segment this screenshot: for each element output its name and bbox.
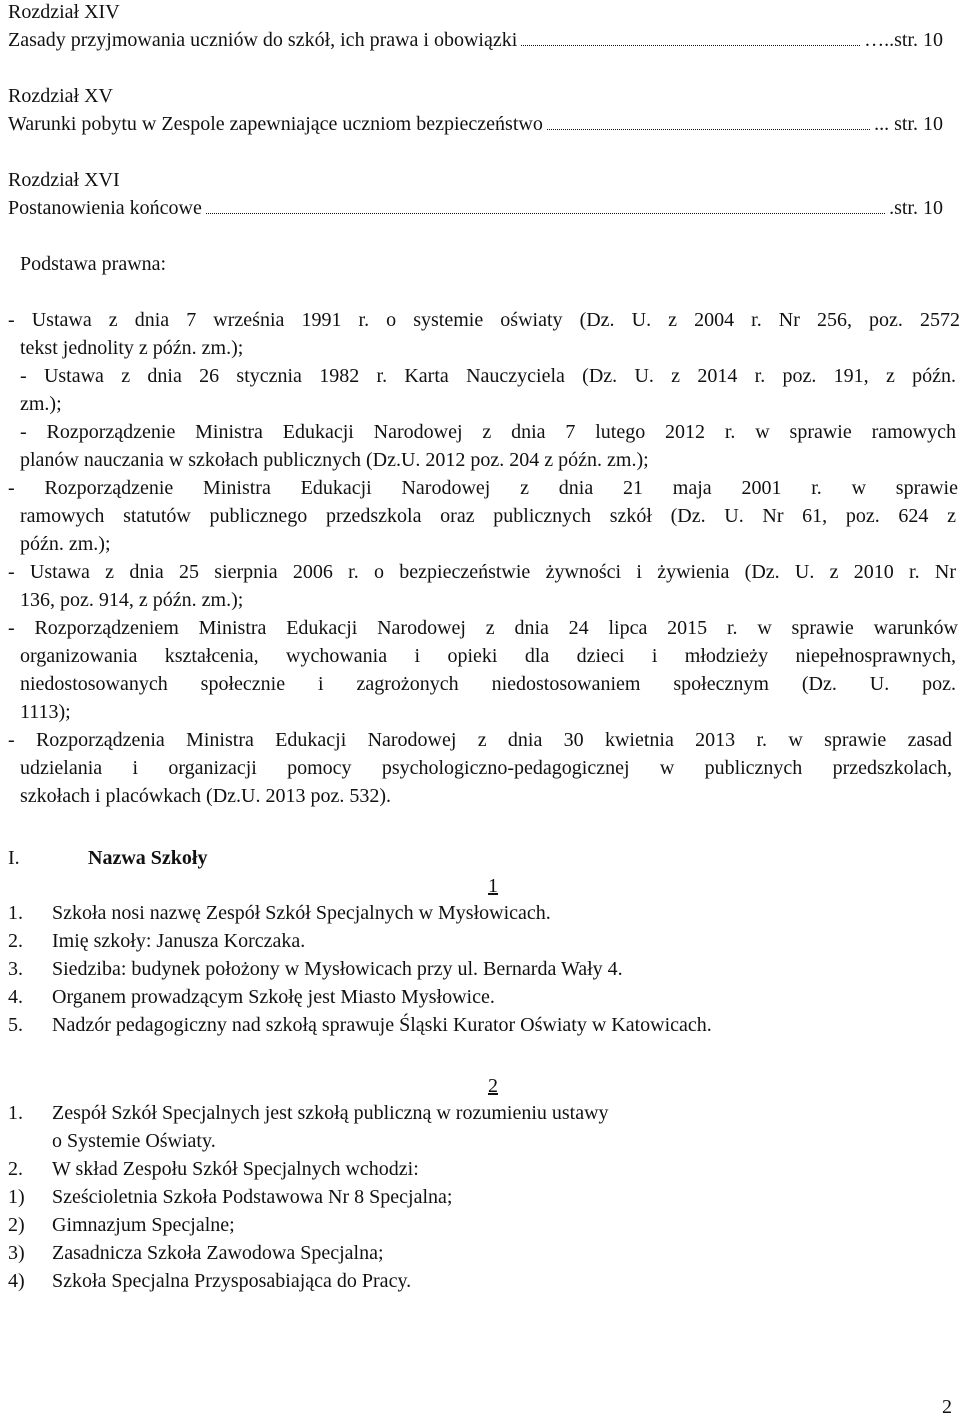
item-text: Zespół Szkół Specjalnych jest szkołą publiczną w rozumieniu ustawy	[52, 1102, 609, 1124]
legal-line: późn. zm.);	[20, 533, 111, 555]
item-number: 3)	[8, 1242, 25, 1264]
toc-entry-14[interactable]	[8, 28, 943, 52]
item-text: Siedziba: budynek położony w Mysłowicach przy ul. Bernarda Wały 4.	[52, 958, 623, 980]
legal-line: - Ustawa z dnia 25 sierpnia 2006 r. o bezpieczeństwie żywności i żywienia (Dz. U. z 2010 r. Nr	[8, 561, 956, 583]
legal-line: ramowych statutów publicznego przedszkola oraz publicznych szkół (Dz. U. Nr 61, poz. 624 z	[20, 505, 956, 527]
item-number: 4.	[8, 986, 23, 1008]
toc-chapter-15: Rozdział XV	[8, 85, 113, 107]
legal-line: - Rozporządzenie Ministra Edukacji Narodowej z dnia 7 lutego 2012 r. w sprawie ramowych	[20, 421, 956, 443]
toc-chapter-16: Rozdział XVI	[8, 169, 120, 191]
page-number: 2	[942, 1396, 952, 1418]
legal-line: 136, poz. 914, z późn. zm.);	[20, 589, 244, 611]
item-text: W skład Zespołu Szkół Specjalnych wchodzi:	[52, 1158, 419, 1180]
toc-title: Postanowienia końcowe	[8, 197, 202, 219]
dot-leader	[206, 197, 885, 214]
dot-leader	[521, 29, 860, 46]
item-number: 2)	[8, 1214, 25, 1236]
legal-line: planów nauczania w szkołach publicznych (Dz.U. 2012 poz. 204 z późn. zm.);	[20, 449, 649, 471]
paragraph-symbol	[488, 1074, 498, 1098]
paragraph-number: 1	[488, 875, 498, 897]
item-number: 1.	[8, 902, 23, 924]
toc-page: .str. 10	[889, 197, 943, 219]
legal-line: udzielania i organizacji pomocy psychologiczno-pedagogicznej w publicznych przedszkolach,	[20, 757, 952, 779]
section-title: Nazwa Szkoły	[88, 847, 208, 869]
legal-line: szkołach i placówkach (Dz.U. 2013 poz. 532).	[20, 785, 391, 807]
toc-chapter-14: Rozdział XIV	[8, 1, 120, 23]
legal-line: - Rozporządzenia Ministra Edukacji Narodowej z dnia 30 kwietnia 2013 r. w sprawie zasad	[8, 729, 952, 751]
toc-title: Warunki pobytu w Zespole zapewniające uczniom bezpieczeństwo	[8, 113, 543, 135]
dot-leader	[547, 113, 870, 130]
item-number: 5.	[8, 1014, 23, 1036]
legal-line: - Rozporządzeniem Ministra Edukacji Narodowej z dnia 24 lipca 2015 r. w sprawie warunków	[8, 617, 958, 639]
toc-page: ... str. 10	[874, 113, 943, 135]
legal-line: organizowania kształcenia, wychowania i opieki dla dzieci i młodzieży niepełnosprawnych,	[20, 645, 956, 667]
toc-entry-16[interactable]	[8, 196, 943, 220]
item-text: Nadzór pedagogiczny nad szkołą sprawuje Śląski Kurator Oświaty w Katowicach.	[52, 1014, 712, 1036]
legal-line: - Rozporządzenie Ministra Edukacji Narodowej z dnia 21 maja 2001 r. w sprawie	[8, 477, 958, 499]
item-text: Gimnazjum Specjalne;	[52, 1214, 235, 1236]
legal-line: tekst jednolity z późn. zm.);	[20, 337, 244, 359]
legal-line: 1113);	[20, 701, 71, 723]
item-number: 1)	[8, 1186, 25, 1208]
legal-basis-heading: Podstawa prawna:	[20, 253, 167, 275]
paragraph-symbol	[488, 874, 498, 898]
section-number: I.	[8, 847, 20, 869]
item-text: Imię szkoły: Janusza Korczaka.	[52, 930, 306, 952]
item-text: Sześcioletnia Szkoła Podstawowa Nr 8 Specjalna;	[52, 1186, 453, 1208]
item-text: Szkoła nosi nazwę Zespół Szkół Specjalnych w Mysłowicach.	[52, 902, 551, 924]
legal-line: niedostosowanych społecznie i zagrożonych niedostosowaniem społecznym (Dz. U. poz.	[20, 673, 956, 695]
paragraph-number: 2	[488, 1075, 498, 1097]
item-text: Organem prowadzącym Szkołę jest Miasto Mysłowice.	[52, 986, 495, 1008]
legal-line: zm.);	[20, 393, 62, 415]
toc-title: Zasady przyjmowania uczniów do szkół, ich prawa i obowiązki	[8, 29, 518, 51]
item-number: 4)	[8, 1270, 25, 1292]
item-number: 3.	[8, 958, 23, 980]
item-text: o Systemie Oświaty.	[52, 1130, 216, 1152]
legal-line: - Ustawa z dnia 26 stycznia 1982 r. Karta Nauczyciela (Dz. U. z 2014 r. poz. 191, z późn.	[20, 365, 956, 387]
item-text: Szkoła Specjalna Przysposabiająca do Pracy.	[52, 1270, 412, 1292]
item-text: Zasadnicza Szkoła Zawodowa Specjalna;	[52, 1242, 384, 1264]
item-number: 2.	[8, 930, 23, 952]
item-number: 2.	[8, 1158, 23, 1180]
toc-entry-15[interactable]	[8, 112, 943, 136]
legal-line: - Ustawa z dnia 7 września 1991 r. o systemie oświaty (Dz. U. z 2004 r. Nr 256, poz. 2572	[8, 309, 960, 331]
item-number: 1.	[8, 1102, 23, 1124]
toc-page: …..str. 10	[864, 29, 943, 51]
